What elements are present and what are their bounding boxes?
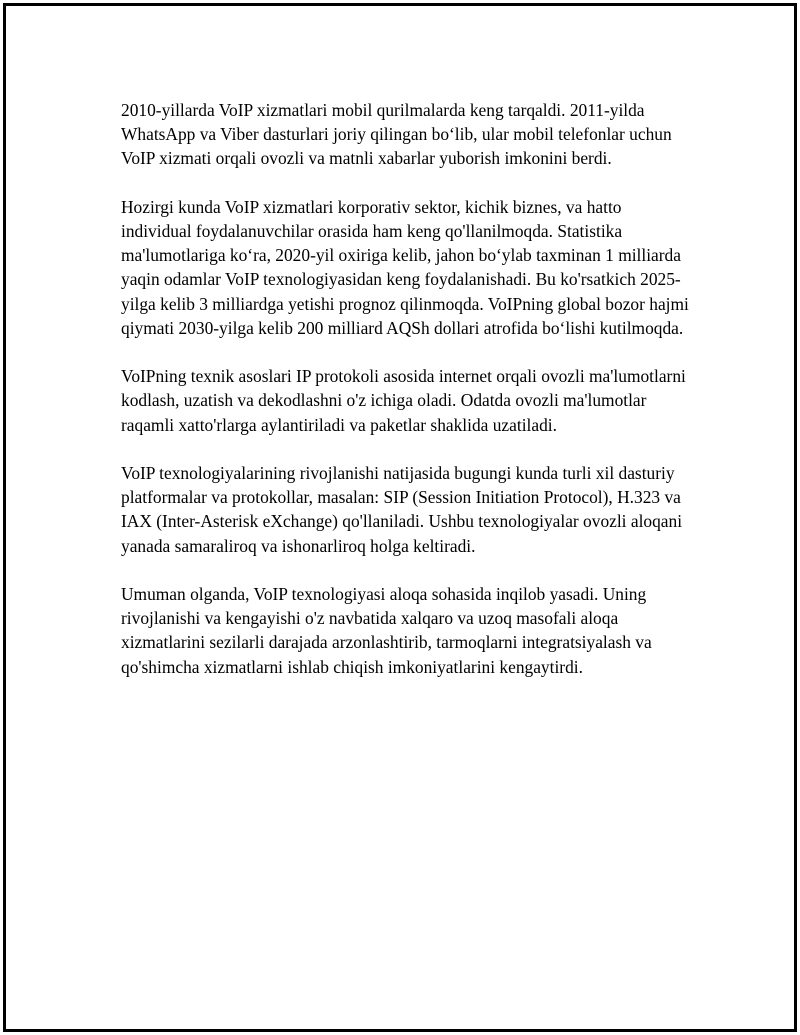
paragraph-5: Umuman olganda, VoIP texnologiyasi aloqa sohasida inqilob yasadi. Uning rivojlanishi va kengayishi o'z navbatida xalqaro va uzoq masofali aloqa xizmatlarini sezilarli darajada arzonlashtirib, tarmoqlarni integratsiyalash va qo'shimcha xizmatlarni ishlab chiqish imkoniyatlarini kengaytirdi. <box>121 584 652 677</box>
paragraph-1: 2010-yillarda VoIP xizmatlari mobil qurilmalarda keng tarqaldi. 2011-yilda WhatsApp va Viber dasturlari joriy qilingan bo‘lib, ular mobil telefonlar uchun VoIP xizmati orqali ovozli va matnli xabarlar yuborish imkonini berdi. <box>121 100 672 169</box>
paragraph-2: Hozirgi kunda VoIP xizmatlari korporativ sektor, kichik biznes, va hatto individual foydalanuvchilar orasida ham keng qo'llanilmoqda. Statistika ma'lumotlariga ko‘ra, 2020-yil oxiriga kelib, jahon bo‘ylab taxminan 1 milliarda yaqin odamlar VoIP texnologiyasidan keng foydalanishadi. Bu ko'rsatkich 2025-yilga kelib 3 milliardga yetishi prognoz qilinmoqda. VoIPning global bozor hajmi qiymati 2030-yilga kelib 200 milliard AQSh dollari atrofida bo‘lishi kutilmoqda. <box>121 196 689 338</box>
page-border <box>3 3 797 1032</box>
paragraph-3: VoIPning texnik asoslari IP protokoli asosida internet orqali ovozli ma'lumotlarni kodlash, uzatish va dekodlashni o'z ichiga oladi. Odatda ovozli ma'lumotlar raqamli xatto'rlarga aylantiriladi va paketlar shaklida uzatiladi. <box>121 366 686 435</box>
document-body <box>121 98 691 703</box>
paragraph-4: VoIP texnologiyalarining rivojlanishi natijasida bugungi kunda turli xil dasturiy platformalar va protokollar, masalan: SIP (Session Initiation Protocol), H.323 va IAX (Inter-Asterisk eXchange) qo'llaniladi. Ushbu texnologiyalar ovozli aloqani yanada samaraliroq va ishonarliroq holga keltiradi. <box>121 463 683 556</box>
